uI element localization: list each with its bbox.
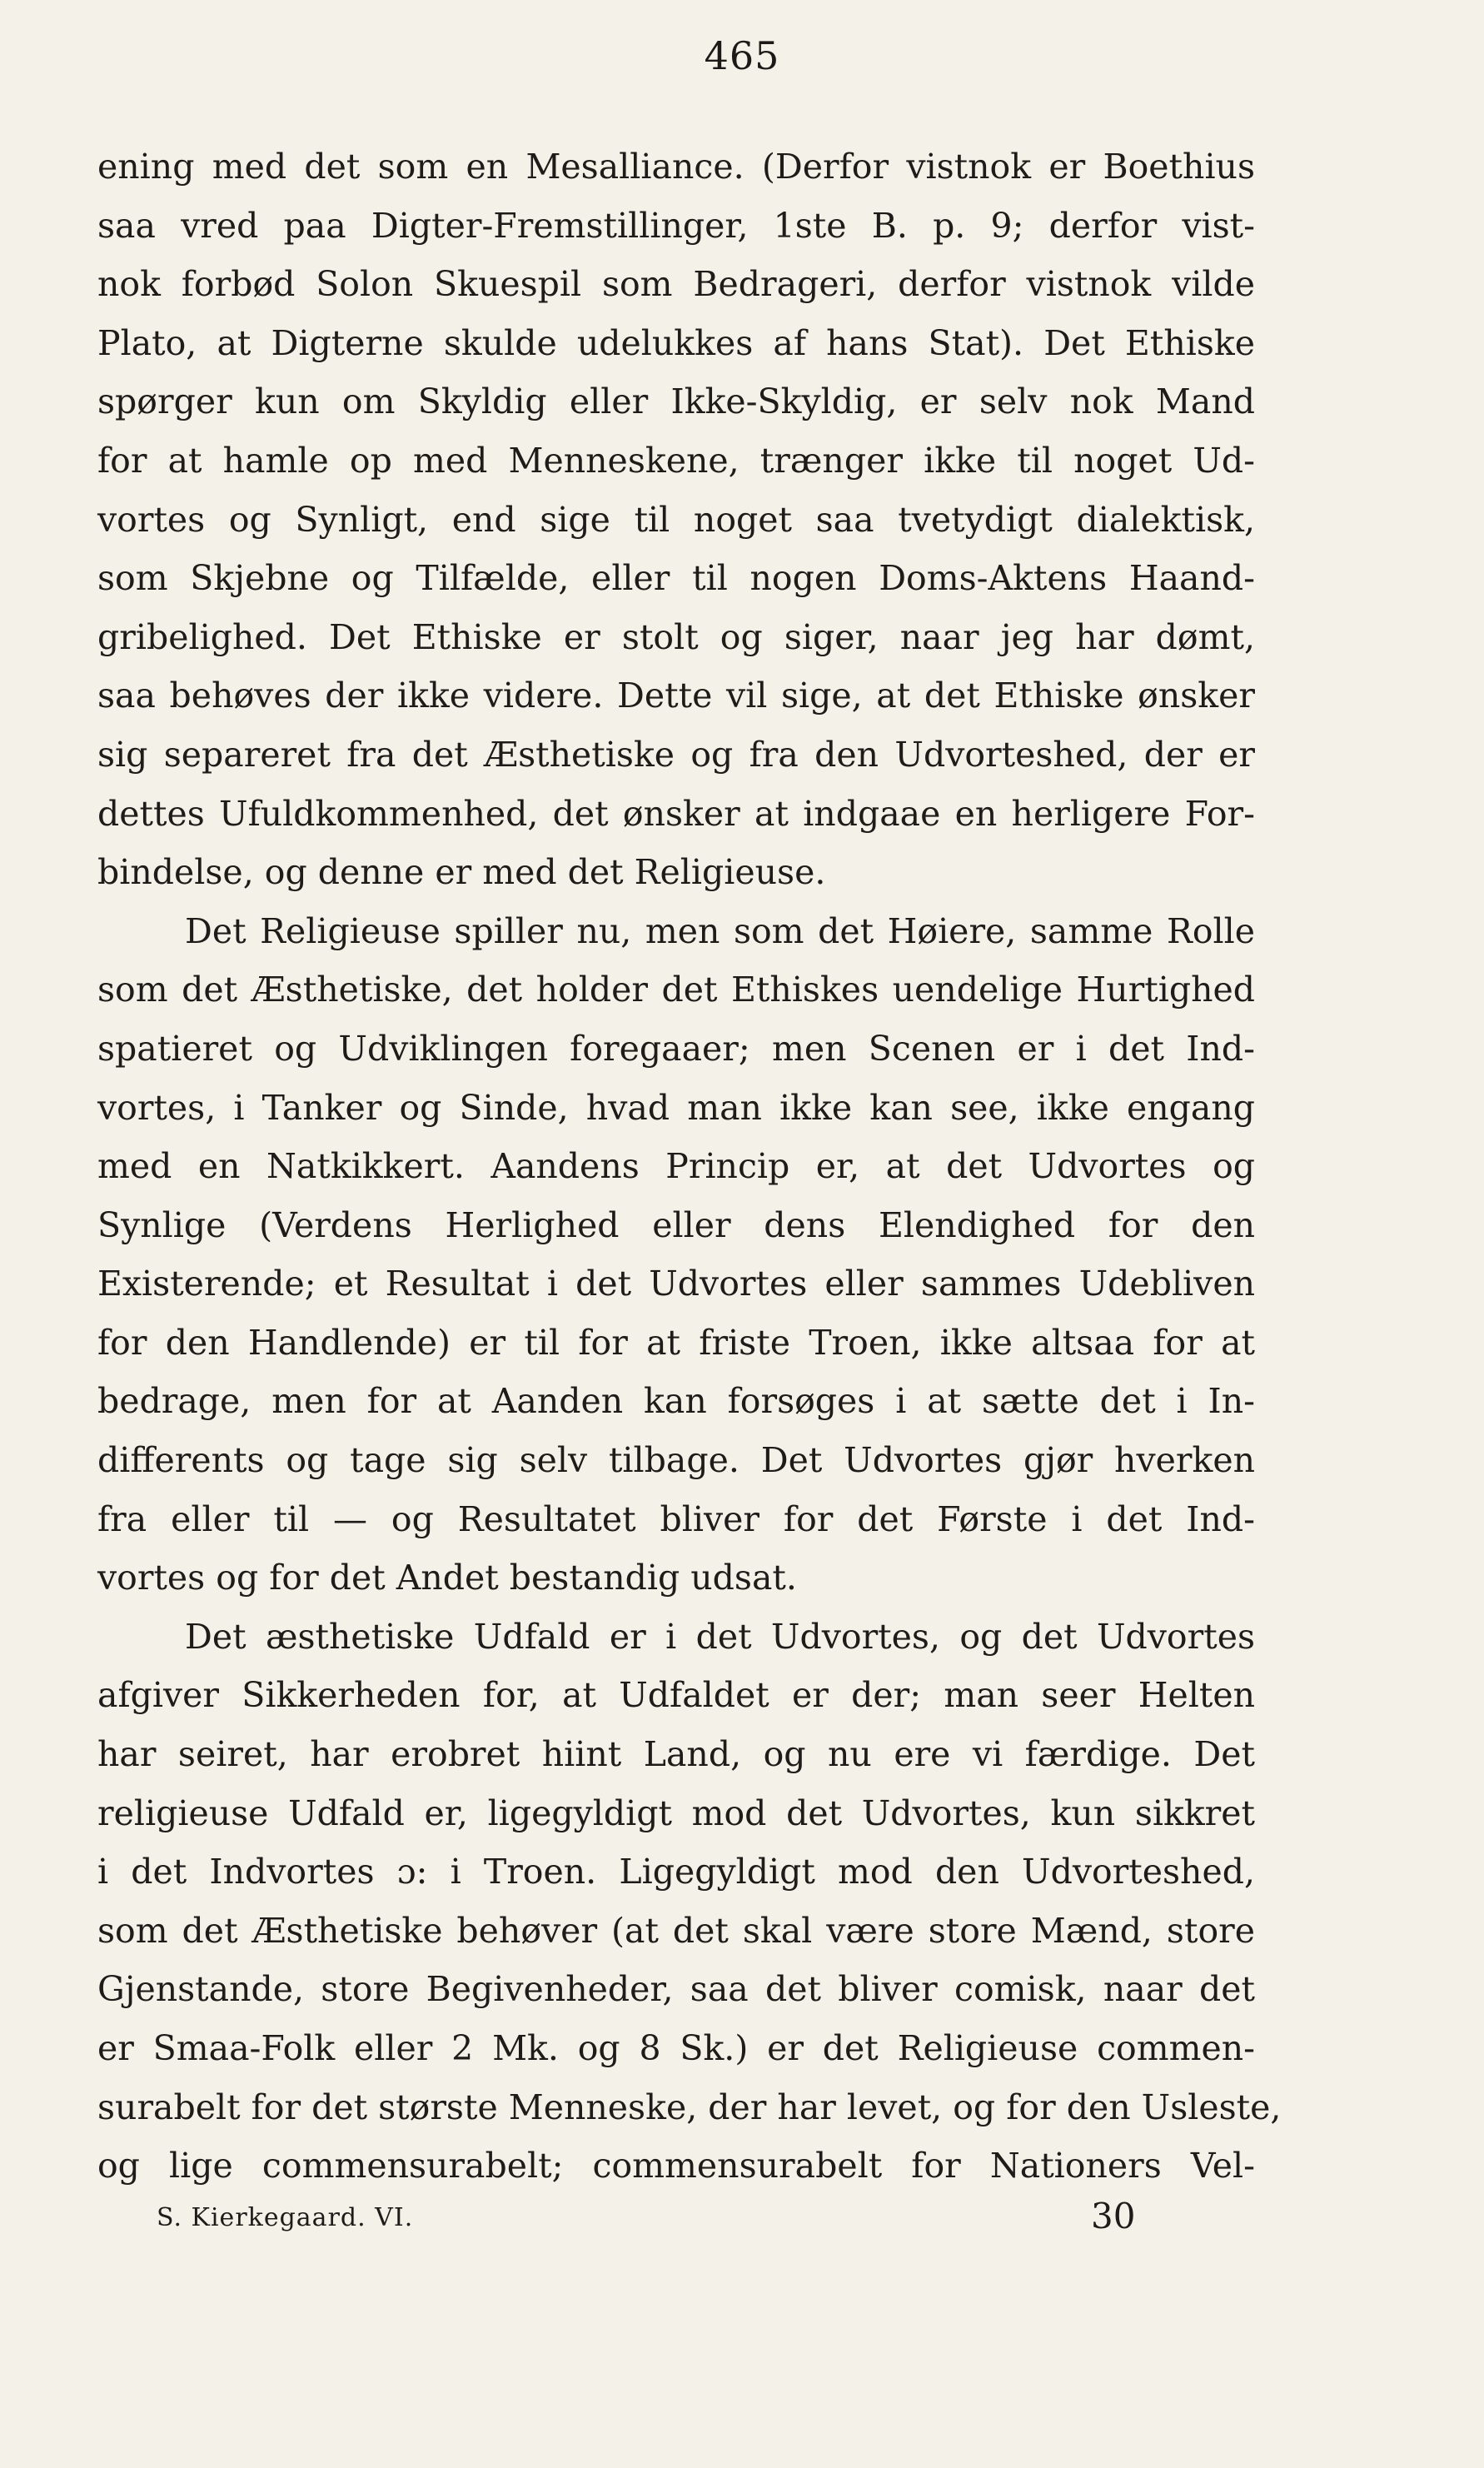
text-line: for at hamle op med Menneskene, trænger ikke til noget Ud-: [97, 440, 1255, 481]
text-line: nok forbød Solon Skuespil som Bedrageri, derfor vistnok vilde: [97, 264, 1255, 305]
text-line: saa behøves der ikke videre. Dette vil sige, at det Ethiske ønsker: [97, 676, 1255, 716]
text-line: for den Handlende) er til for at friste Troen, ikke altsaa for at: [97, 1322, 1255, 1363]
text-line: som det Æsthetiske, det holder det Ethiskes uendelige Hurtighed: [97, 970, 1255, 1010]
text-line: og lige commensurabelt; commensurabelt for Nationers Vel-: [97, 2146, 1255, 2186]
text-line: dettes Ufuldkommenhed, det ønsker at indgaae en herligere For-: [97, 793, 1255, 834]
text-line: vortes, i Tanker og Sinde, hvad man ikke kan see, ikke engang: [97, 1087, 1255, 1128]
text-line-paragraph-end: vortes og for det Andet bestandig udsat.: [97, 1558, 797, 1598]
text-line: Gjenstande, store Begivenheder, saa det bliver comisk, naar det: [97, 1969, 1255, 2010]
text-line: Plato, at Digterne skulde udelukkes af hans Stat). Det Ethiske: [97, 322, 1255, 363]
text-line: vortes og Synligt, end sige til noget saa tvetydigt dialektisk,: [97, 499, 1255, 540]
text-line: med en Natkikkert. Aandens Princip er, at det Udvortes og: [97, 1146, 1255, 1187]
text-line: spatieret og Udviklingen foregaaer; men Scenen er i det Ind-: [97, 1028, 1255, 1069]
text-line: ening med det som en Mesalliance. (Derfor vistnok er Boethius: [97, 147, 1255, 187]
footer-signature: S. Kierkegaard. VI.: [157, 2203, 414, 2232]
text-line-paragraph-end: bindelse, og denne er med det Religieuse.: [97, 852, 826, 893]
text-line: spørger kun om Skyldig eller Ikke-Skyldig, er selv nok Mand: [97, 381, 1255, 422]
text-line: i det Indvortes ɔ: i Troen. Ligegyldigt mod den Udvorteshed,: [97, 1852, 1255, 1892]
text-line: afgiver Sikkerheden for, at Udfaldet er der; man seer Helten: [97, 1675, 1255, 1716]
text-line: gribelighed. Det Ethiske er stolt og siger, naar jeg har dømt,: [97, 616, 1255, 657]
text-line: sig separeret fra det Æsthetiske og fra den Udvorteshed, der er: [97, 734, 1255, 775]
body-text: [97, 137, 1282, 2196]
sheet-number: 30: [1091, 2196, 1136, 2236]
text-line: som det Æsthetiske behøver (at det skal være store Mænd, store: [97, 1910, 1255, 1951]
text-line-paragraph-start: Det æsthetiske Udfald er i det Udvortes, og det Udvortes: [185, 1616, 1255, 1657]
text-line: er Smaa-Folk eller 2 Mk. og 8 Sk.) er det Religieuse commen-: [97, 2028, 1255, 2068]
text-line: Existerende; et Resultat i det Udvortes eller sammes Udebliven: [97, 1264, 1255, 1304]
text-line: har seiret, har erobret hiint Land, og nu ere vi færdige. Det: [97, 1734, 1255, 1775]
text-line-paragraph-start: Det Religieuse spiller nu, men som det Høiere, samme Rolle: [185, 910, 1255, 951]
text-line: fra eller til — og Resultatet bliver for det Første i det Ind-: [97, 1498, 1255, 1539]
text-line: differents og tage sig selv tilbage. Det Udvortes gjør hverken: [97, 1440, 1255, 1481]
text-line: saa vred paa Digter-Fremstillinger, 1ste B. p. 9; derfor vist-: [97, 205, 1255, 246]
text-line: bedrage, men for at Aanden kan forsøges i at sætte det i In-: [97, 1381, 1255, 1422]
page-number: 465: [704, 33, 780, 78]
text-line: religieuse Udfald er, ligegyldigt mod det Udvortes, kun sikkret: [97, 1792, 1255, 1833]
text-line: Synlige (Verdens Herlighed eller dens Elendighed for den: [97, 1204, 1255, 1245]
text-line: som Skjebne og Tilfælde, eller til nogen Doms-Aktens Haand-: [97, 558, 1255, 599]
text-line: surabelt for det største Menneske, der har levet, og for den Usleste,: [97, 2087, 1282, 2127]
